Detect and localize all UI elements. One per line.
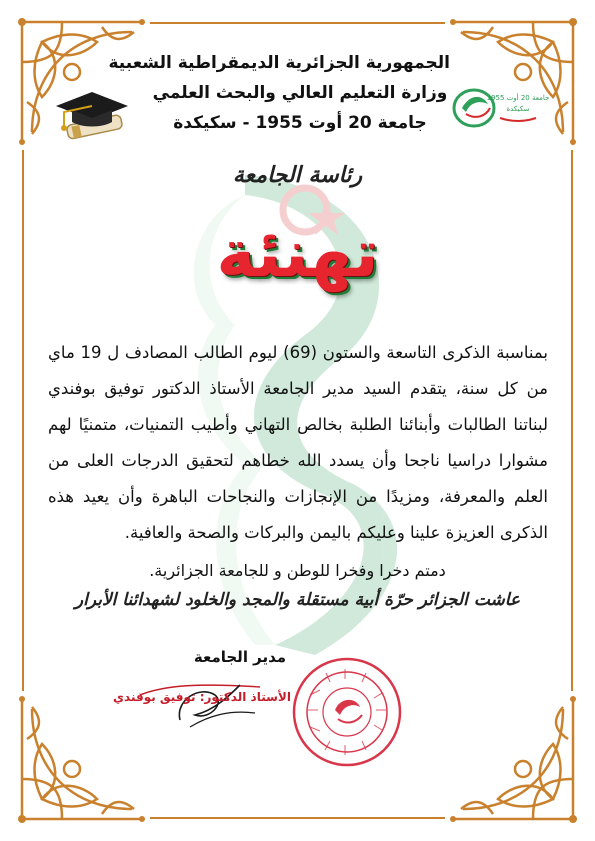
patriotic-slogan: عاشت الجزائر حرّة أبية مستقلة والمجد والخلود لشهدائنا الأبرار <box>74 590 521 610</box>
greeting-body <box>48 335 548 551</box>
ministry-name: وزارة التعليم العالي والبحث العلمي <box>152 83 448 103</box>
greeting-title: تهنئة <box>216 215 379 292</box>
corner-ornament-icon <box>443 689 593 839</box>
university-logo-icon <box>452 84 550 132</box>
greeting-paragraph: بمناسبة الذكرى التاسعة والستون (69) ليوم الطالب المصادف ل 19 ماي من كل سنة، يتقدم السيد مدير الجامعة الأستاذ الدكتور توفيق بوفندي لبناتنا الطالبات وأبنائنا الطلبة بخالص التهاني وأطيب التمنيات، متمنيًا لهم مشوارا دراسيا ناجحا وأن يسدد الله خطاهم لتحقيق الدرجات العلى من العلم والمعرفة، ومزيدًا من الإنجازات والنجاحات الباهرة وأن يعيد هذه الذكرى العزيزة علينا وعليكم باليمن والبركات والصحة والعافية. <box>48 343 548 542</box>
bottom-border-line <box>150 817 445 819</box>
letterhead <box>108 48 450 138</box>
svg-text:سكيكدة: سكيكدة <box>506 105 530 113</box>
republic-name: الجمهورية الجزائرية الديمقراطية الشعبية <box>108 53 450 73</box>
top-border-line <box>150 22 445 24</box>
signature-title: مدير الجامعة <box>193 648 287 666</box>
closing-line: دمتم دخرا وفخرا للوطن و للجامعة الجزائرية. <box>149 561 446 580</box>
director-name: الأستاذ الدكتور: توفيق بوفندي <box>113 690 291 704</box>
official-seal-icon <box>290 655 405 770</box>
svg-text:جامعة 20 أوت 1955: جامعة 20 أوت 1955 <box>486 94 550 102</box>
presidency-heading: رئاسة الجامعة <box>232 162 363 188</box>
university-name: جامعة 20 أوت 1955 - سكيكدة <box>173 113 427 133</box>
graduation-cap-icon <box>52 82 132 147</box>
